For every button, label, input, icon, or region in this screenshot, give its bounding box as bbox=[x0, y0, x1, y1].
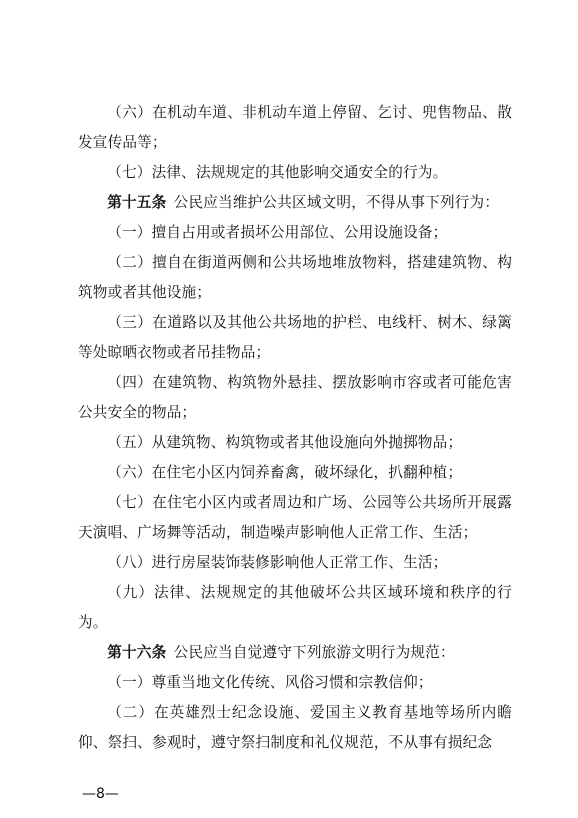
article-number: 第十五条 bbox=[107, 194, 167, 211]
paragraph: （四）在建筑物、构筑物外悬挂、摆放影响市容或者可能危害公共安全的物品； bbox=[78, 374, 512, 421]
paragraph: （一）尊重当地文化传统、风俗习惯和宗教信仰； bbox=[107, 674, 433, 691]
article-number: 第十六条 bbox=[107, 644, 167, 661]
paragraph: （六）在机动车道、非机动车道上停留、乞讨、兜售物品、散发宣传品等； bbox=[78, 104, 512, 151]
paragraph: （八）进行房屋装饰装修影响他人正常工作、生活； bbox=[107, 554, 448, 571]
document-body bbox=[78, 98, 512, 758]
paragraph: （七）法律、法规规定的其他影响交通安全的行为。 bbox=[107, 164, 448, 181]
paragraph: （七）在住宅小区内或者周边和广场、公园等公共场所开展露天演唱、广场舞等活动，制造噪声影响他人正常工作、生活； bbox=[78, 494, 512, 541]
paragraph: （九）法律、法规规定的其他破坏公共区域环境和秩序的行为。 bbox=[78, 584, 512, 631]
paragraph: （五）从建筑物、构筑物或者其他设施向外抛掷物品； bbox=[107, 434, 463, 451]
paragraph: （一）擅自占用或者损坏公用部位、公用设施设备； bbox=[107, 224, 448, 241]
page-number: —8— bbox=[82, 786, 119, 802]
paragraph: （六）在住宅小区内饲养畜禽，破坏绿化，扒翻种植； bbox=[107, 464, 463, 481]
paragraph: （二）在英雄烈士纪念设施、爱国主义教育基地等场所内瞻仰、祭扫、参观时，遵守祭扫制度和礼仪规范，不从事有损纪念 bbox=[78, 704, 512, 751]
paragraph: （三）在道路以及其他公共场地的护栏、电线杆、树木、绿篱等处晾晒衣物或者吊挂物品； bbox=[78, 314, 512, 361]
article-paragraph: 第十五条 公民应当维护公共区域文明，不得从事下列行为： bbox=[107, 194, 500, 211]
article-paragraph: 第十六条 公民应当自觉遵守下列旅游文明行为规范： bbox=[107, 644, 455, 661]
paragraph: （二）擅自在街道两侧和公共场地堆放物料，搭建建筑物、构筑物或者其他设施； bbox=[78, 254, 512, 301]
